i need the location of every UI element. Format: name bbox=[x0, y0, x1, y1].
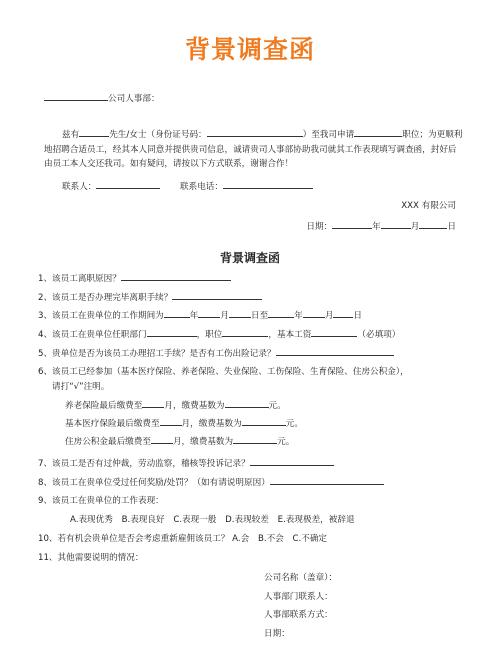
q3-end-month-label: 月 bbox=[324, 311, 334, 321]
contact-phone-label: 联系电话： bbox=[180, 182, 223, 192]
q5-answer-blank[interactable] bbox=[276, 346, 394, 356]
housing-label: 住房公积金最后缴费至 bbox=[65, 437, 151, 447]
q3-end-year-blank[interactable] bbox=[268, 308, 294, 318]
q10-option-c[interactable]: C.不确定 bbox=[292, 534, 328, 544]
q4-position-label: ，职位 bbox=[196, 330, 223, 340]
question-11: 11、其他需要说明的情况： bbox=[38, 553, 144, 563]
sign-date: 日期： bbox=[264, 629, 290, 639]
q3-end-day-blank[interactable] bbox=[333, 308, 353, 318]
q1-text: 1、该员工离职原因？ bbox=[38, 274, 121, 284]
medical-base-blank[interactable] bbox=[242, 416, 286, 426]
q10-text: 10、若有机会贵单位是否会考虑重新雇佣该员工？ bbox=[38, 534, 230, 544]
question-10 bbox=[38, 532, 333, 544]
month-blank[interactable] bbox=[381, 219, 411, 229]
q10-option-b[interactable]: B.不会 bbox=[257, 534, 284, 544]
year-label: 年 bbox=[372, 222, 381, 232]
question-6-line2: 请打“√”注明。 bbox=[52, 382, 110, 392]
insurance-pension bbox=[65, 398, 286, 411]
applicant-name-blank[interactable] bbox=[79, 127, 109, 137]
q3-start-day-blank[interactable] bbox=[229, 308, 251, 318]
q4-text: 4、该员工在贵单位任职部门 bbox=[38, 330, 147, 340]
housing-base-label: 月，缴费基数为 bbox=[172, 437, 234, 447]
addressee-line bbox=[44, 91, 160, 104]
q3-year-label: 年 bbox=[189, 311, 199, 321]
q2-text: 2、该员工是否办理完毕离职手续？ bbox=[38, 293, 173, 303]
q4-department-blank[interactable] bbox=[147, 327, 197, 337]
intro-text-2: 先生/女士（身份证号码： bbox=[109, 130, 207, 140]
insurance-housing-fund bbox=[65, 434, 294, 447]
medical-month-blank[interactable] bbox=[160, 416, 182, 426]
q10-option-a[interactable]: A.会 bbox=[232, 534, 250, 544]
sign-contact: 人事部门联系人： bbox=[264, 592, 333, 602]
question-2 bbox=[38, 290, 262, 303]
contact-phone-blank[interactable] bbox=[223, 179, 313, 189]
housing-month-blank[interactable] bbox=[151, 434, 173, 444]
medical-label: 基本医疗保险最后缴费至 bbox=[65, 419, 160, 429]
q5-text: 5、贵单位是否为该员工办理招工手续？是否有工伤出险记录？ bbox=[38, 349, 276, 359]
housing-base-blank[interactable] bbox=[233, 434, 277, 444]
document-title: 背景调查函 bbox=[184, 35, 315, 64]
pension-month-blank[interactable] bbox=[142, 398, 164, 408]
q1-answer-blank[interactable] bbox=[121, 271, 231, 281]
q9-options bbox=[70, 513, 361, 525]
q9-option-b[interactable]: B.表现良好 bbox=[121, 515, 165, 525]
medical-unit: 元。 bbox=[285, 419, 303, 429]
intro-text-4: 职位；为更顺利地招聘合适员工，经其本人同意并提供贵司信息，诚请贵司人事部协助我司就其工作表现填写调查函，封好后由员工本人交还我司。如有疑问，请按以下方式联系，谢谢合作！ bbox=[44, 130, 463, 169]
q3-start-month-blank[interactable] bbox=[198, 308, 220, 318]
q2-answer-blank[interactable] bbox=[172, 290, 262, 300]
contact-phone bbox=[180, 179, 313, 192]
pension-unit: 元。 bbox=[268, 401, 286, 411]
q3-text: 3、该员工在贵单位的工作期间为 bbox=[38, 311, 164, 321]
question-3 bbox=[38, 308, 362, 321]
intro-paragraph bbox=[44, 127, 464, 172]
pension-label: 养老保险最后缴费至 bbox=[65, 401, 143, 411]
position-blank[interactable] bbox=[354, 127, 402, 137]
q7-answer-blank[interactable] bbox=[250, 456, 334, 466]
q3-to-label: 日至 bbox=[251, 311, 269, 321]
date-label: 日期： bbox=[306, 222, 333, 232]
q9-option-d[interactable]: D.表现较差 bbox=[225, 515, 269, 525]
q9-option-c[interactable]: C.表现一般 bbox=[173, 515, 217, 525]
company-name-blank[interactable] bbox=[44, 91, 108, 101]
sign-company: 公司名称（盖章）： bbox=[264, 573, 338, 583]
question-5 bbox=[38, 346, 394, 359]
insurance-medical bbox=[65, 416, 303, 429]
q3-end-month-blank[interactable] bbox=[303, 308, 325, 318]
sign-method: 人事部联系方式： bbox=[264, 610, 333, 620]
question-1 bbox=[38, 271, 231, 284]
question-4 bbox=[38, 327, 400, 340]
addressee-label: 公司人事部： bbox=[108, 94, 160, 104]
q3-month-label: 月 bbox=[220, 311, 229, 321]
question-9: 9、该员工在贵单位的工作表现： bbox=[38, 496, 164, 506]
q8-answer-blank[interactable] bbox=[270, 475, 384, 485]
q9-option-e[interactable]: E.表现极差，被辞退 bbox=[277, 515, 355, 525]
month-label: 月 bbox=[410, 222, 420, 232]
section-title: 背景调查函 bbox=[219, 251, 280, 265]
contact-person bbox=[62, 179, 160, 192]
intro-text-1: 兹有 bbox=[62, 130, 80, 140]
question-7 bbox=[38, 456, 334, 469]
contact-person-blank[interactable] bbox=[96, 179, 160, 189]
intro-text-3: ）至我司申请 bbox=[302, 130, 355, 140]
q3-end-year-label: 年 bbox=[294, 311, 303, 321]
q4-required-note: （必填项） bbox=[357, 330, 401, 340]
company-name: XXX 有限公司 bbox=[401, 201, 456, 211]
day-blank[interactable] bbox=[419, 219, 447, 229]
contact-person-label: 联系人： bbox=[62, 182, 97, 192]
question-8 bbox=[38, 475, 384, 488]
year-blank[interactable] bbox=[332, 219, 372, 229]
q3-end-day-label: 日 bbox=[353, 311, 363, 321]
date-line bbox=[306, 219, 456, 232]
id-number-blank[interactable] bbox=[207, 127, 303, 137]
q4-salary-blank[interactable] bbox=[311, 327, 357, 337]
pension-base-blank[interactable] bbox=[225, 398, 269, 408]
q3-start-year-blank[interactable] bbox=[164, 308, 190, 318]
medical-base-label: 月，缴费基数为 bbox=[181, 419, 242, 429]
q4-salary-label: ，基本工资 bbox=[268, 330, 312, 340]
question-6 bbox=[38, 365, 409, 377]
q8-text: 8、该员工在贵单位受过任何奖励/处罚？（如有请说明原因） bbox=[38, 478, 270, 488]
day-label: 日 bbox=[447, 222, 456, 232]
pension-base-label: 月，缴费基数为 bbox=[164, 401, 225, 411]
q7-text: 7、该员工是否有过仲裁，劳动监察，稽核等投诉记录？ bbox=[38, 459, 250, 469]
housing-unit: 元。 bbox=[277, 437, 295, 447]
q6-text-line1: 6、该员工已经参加（基本医疗保险、养老保险、失业保险、工伤保险、生育保险、住房公积金）， bbox=[38, 367, 409, 377]
q9-option-a[interactable]: A.表现优秀 bbox=[70, 515, 113, 525]
q4-position-blank[interactable] bbox=[222, 327, 268, 337]
